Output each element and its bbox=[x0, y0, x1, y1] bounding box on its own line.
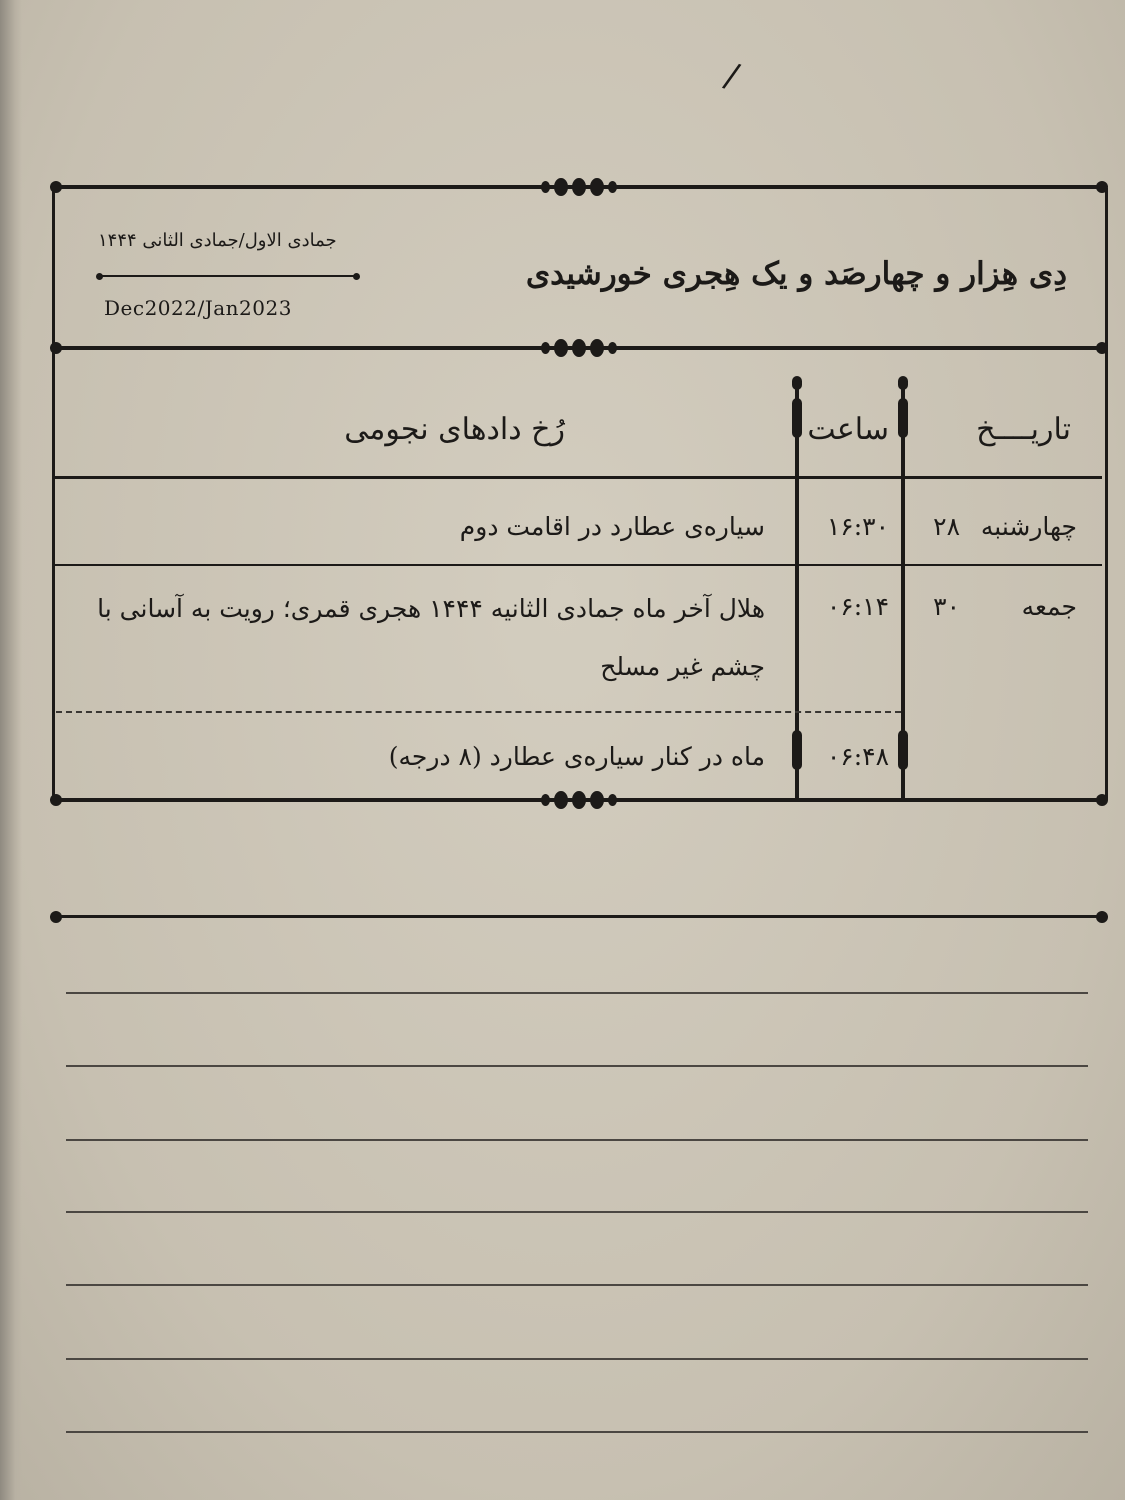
column-header-time: ساعت bbox=[807, 412, 889, 447]
row-rule bbox=[54, 564, 1102, 566]
header-row-rule bbox=[54, 476, 1102, 479]
writing-line bbox=[66, 1358, 1088, 1360]
writing-line bbox=[66, 1431, 1088, 1433]
row-1-time: ۱۶:۳۰ bbox=[826, 512, 889, 541]
writing-line bbox=[66, 992, 1088, 994]
writing-line bbox=[66, 1139, 1088, 1141]
column-divider-knob bbox=[792, 730, 802, 770]
row-1-weekday: چهارشنبه bbox=[980, 512, 1077, 541]
column-divider-knob bbox=[898, 376, 908, 390]
row-dashed-rule bbox=[56, 711, 901, 713]
row-3-event: ماه در کنار سیاره‌ی عطارد (۸ درجه) bbox=[388, 742, 765, 771]
column-divider-knob bbox=[898, 398, 908, 438]
notes-top-ornament bbox=[50, 910, 1108, 924]
page-spine-shadow bbox=[0, 0, 22, 1500]
column-header-date: تاریــــخ bbox=[976, 412, 1071, 447]
column-divider-knob bbox=[792, 398, 802, 438]
row-1-day: ۲۸ bbox=[933, 512, 960, 541]
hijri-months-label: جمادی الاول/جمادی الثانی ۱۴۴۴ bbox=[98, 230, 337, 251]
writing-line bbox=[66, 1065, 1088, 1067]
gregorian-months-label: Dec2022/Jan2023 bbox=[104, 296, 292, 320]
bottom-ornament-border bbox=[50, 793, 1108, 807]
header-divider-ornament bbox=[50, 341, 1108, 355]
writing-line bbox=[66, 1284, 1088, 1286]
hijri-underline-ornament bbox=[96, 272, 360, 281]
writing-line bbox=[66, 1211, 1088, 1213]
row-3-time: ۰۶:۴۸ bbox=[826, 742, 889, 771]
row-2-day: ۳۰ bbox=[933, 592, 960, 621]
column-header-events: رُخ دادهای نجومی bbox=[344, 412, 565, 447]
page-number: / bbox=[720, 55, 744, 97]
column-divider-knob bbox=[792, 376, 802, 390]
row-2-time: ۰۶:۱۴ bbox=[826, 592, 889, 621]
row-2-event: هلال آخر ماه جمادی الثانیه ۱۴۴۴ هجری قمری؛ رویت به آسانی با چشم غیر مسلح bbox=[97, 594, 765, 681]
row-1-event: سیاره‌ی عطارد در اقامت دوم bbox=[459, 512, 765, 541]
column-divider-knob bbox=[898, 730, 908, 770]
page-title: دِی هِزار و چهارصَد و یک هِجری خورشیدی bbox=[525, 256, 1067, 292]
row-2-weekday: جمعه bbox=[1021, 592, 1077, 621]
